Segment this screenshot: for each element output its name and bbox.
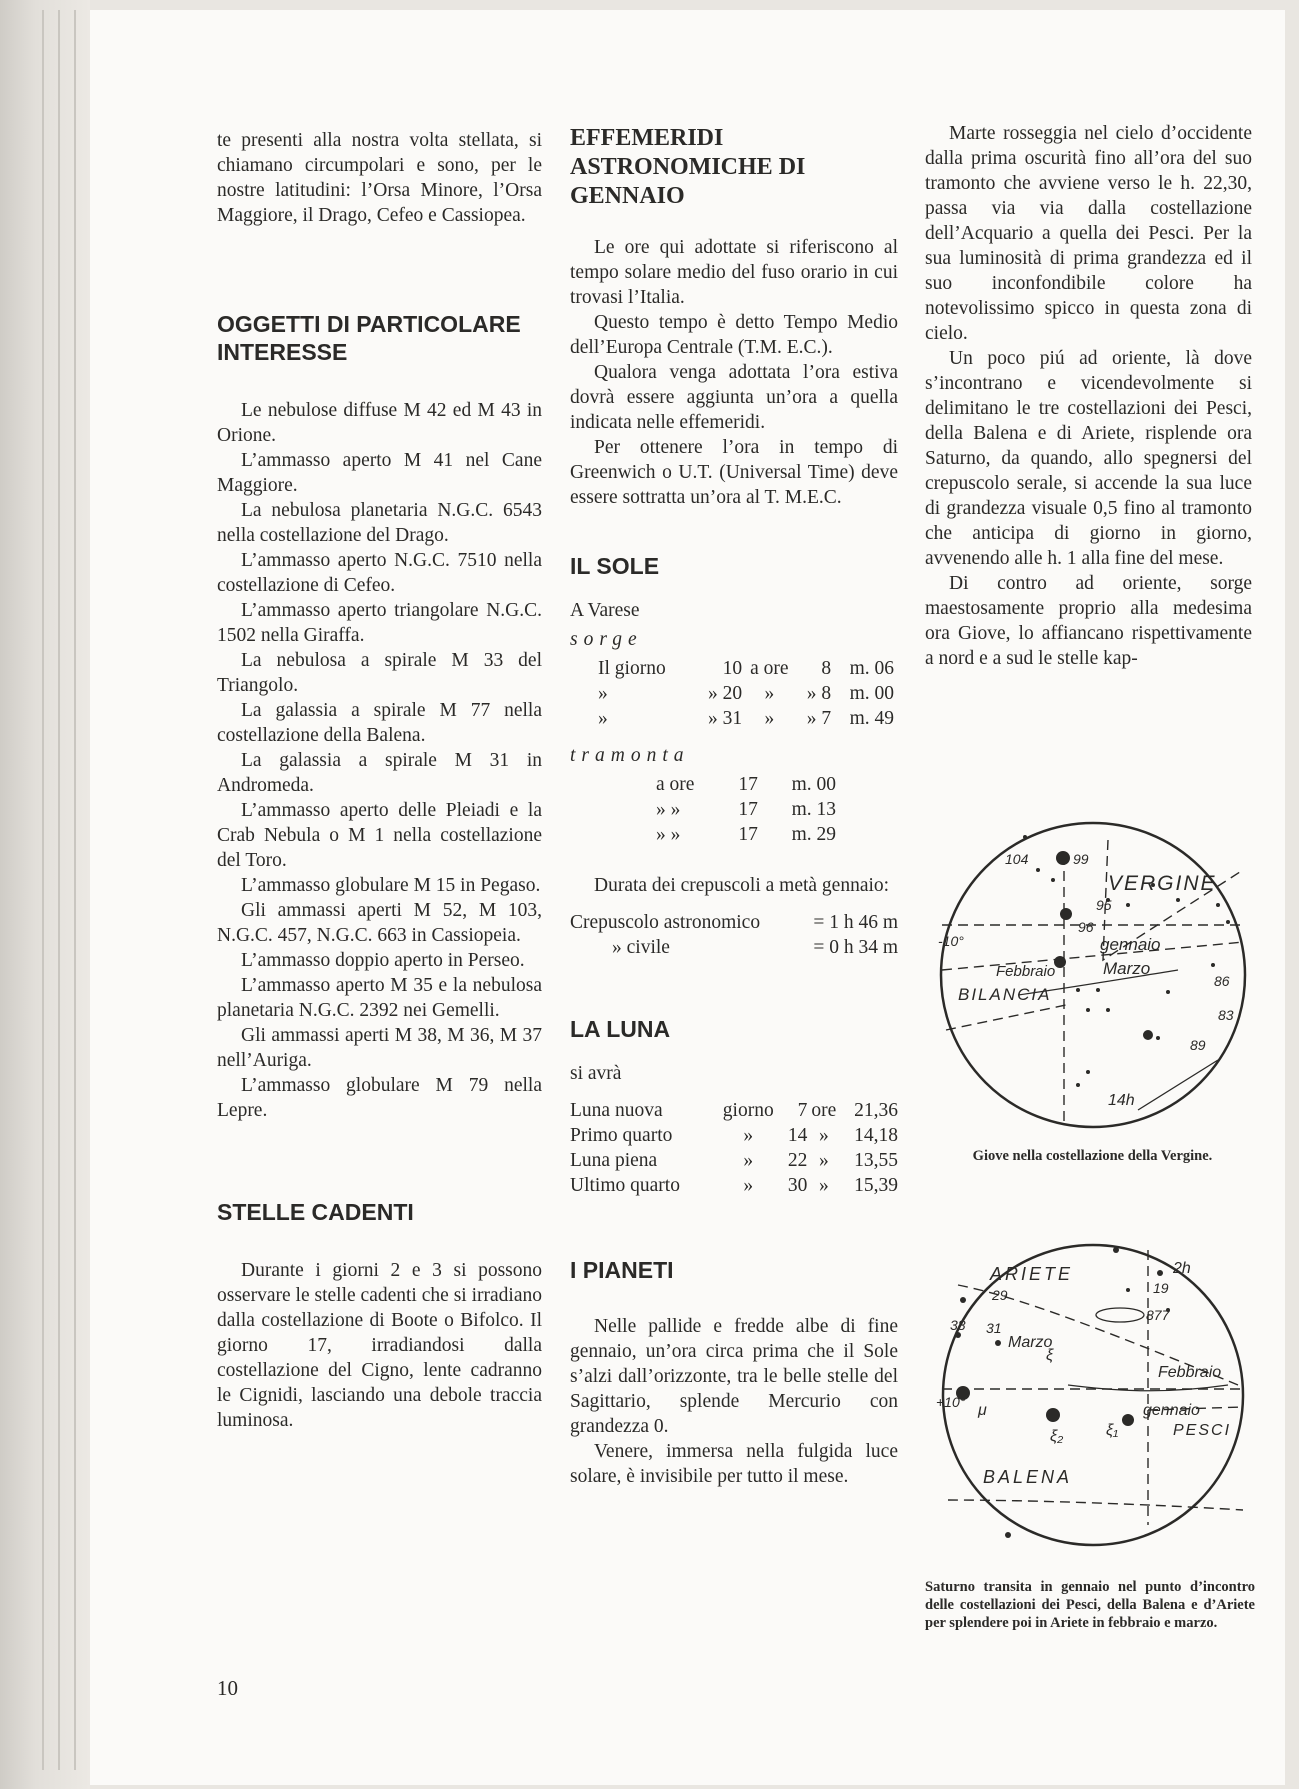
- sorge-row: [598, 656, 894, 681]
- tramonta-cell: » »: [656, 824, 681, 845]
- crepuscoli-cell: = 1 h 46 m: [813, 912, 898, 933]
- page-edge: [0, 0, 90, 1789]
- star-dot: [1176, 898, 1180, 902]
- luna-cell: 30: [787, 1175, 808, 1196]
- tramonta-cell: » »: [656, 799, 681, 820]
- label-96: 96: [1078, 919, 1094, 935]
- label-ariete: ARIETE: [990, 1264, 1074, 1284]
- luna-cell: »: [818, 1150, 829, 1171]
- figure-2-caption: Saturno transita in gennaio nel punto d’incontro delle costellazioni dei Pesci, della Balena e d’Ariete per splendere poi in Ariete in febbraio e marzo.: [925, 1579, 1255, 1631]
- star-dot: [1023, 835, 1027, 839]
- tramonta-cell: 17: [738, 824, 758, 845]
- a-varese: A Varese: [570, 600, 640, 621]
- effemeridi-paragraph: Questo tempo è detto Tempo Medio dell’Europa Centrale (T.M. E.C.).: [570, 312, 898, 358]
- luna-table: [570, 1098, 898, 1198]
- object-item: L’ammasso globulare M 15 in Pegaso.: [241, 875, 541, 896]
- crepuscoli-row: [570, 910, 898, 935]
- luna-cell: »: [818, 1175, 829, 1196]
- star-dot: [1051, 878, 1055, 882]
- luna-row: [570, 1098, 898, 1123]
- tramonta-table: [656, 772, 836, 847]
- galaxy-mark: [1096, 1308, 1144, 1322]
- effemeridi-text: [570, 235, 898, 510]
- luna-cell: 7: [797, 1100, 808, 1121]
- sorge-cell: » 8: [806, 683, 832, 704]
- object-item: L’ammasso aperto N.G.C. 7510 nella costellazione di Cefeo.: [217, 550, 542, 596]
- star-dot: [1060, 908, 1072, 920]
- figure-1-caption: Giove nella costellazione della Vergine.: [972, 1148, 1213, 1164]
- heading-luna: LA LUNA: [570, 1016, 671, 1042]
- star-dot: [1096, 988, 1100, 992]
- star-dot: [1005, 1532, 1011, 1538]
- label-xi: ξ: [1046, 1347, 1054, 1364]
- luna-cell: »: [743, 1150, 754, 1171]
- luna-cell: 14: [787, 1125, 808, 1146]
- luna-row: [570, 1148, 898, 1173]
- label-29: 29: [992, 1287, 1008, 1303]
- sorge-cell: a ore: [750, 658, 789, 679]
- sorge-label: sorge: [570, 629, 643, 650]
- label-vergine: VERGINE: [1108, 872, 1217, 895]
- star-dot: [1076, 988, 1080, 992]
- page-number: 10: [217, 1676, 238, 1700]
- sorge-cell: » 31: [708, 708, 743, 729]
- crepuscoli-table: [570, 910, 898, 960]
- label-2h: 2h: [1173, 1260, 1191, 1277]
- effemeridi-paragraph: Per ottenere l’ora in tempo di Greenwich o U.T. (Universal Time) deve essere sottratta un’ora al T. M.E.C.: [570, 437, 898, 508]
- sorge-cell: » 20: [708, 683, 743, 704]
- sorge-cell: m. 06: [849, 658, 894, 679]
- label-104: 104: [1005, 851, 1029, 867]
- intro-paragraph: te presenti alla nostra volta stellata, si chiamano circumpolari e sono, per le nostre latitudini: l’Orsa Minore, l’Orsa Maggiore, il Drago, Cefeo e Cassiopea.: [217, 130, 542, 226]
- object-item: L’ammasso aperto M 35 e la nebulosa planetaria N.G.C. 2392 nei Gemelli.: [217, 975, 542, 1021]
- effemeridi-paragraph: Le ore qui adottate si riferiscono al tempo solare medio del fuso orario in cui trovasi l’Italia.: [570, 237, 898, 308]
- label-31: 31: [986, 1320, 1002, 1336]
- label-balena: BALENA: [983, 1467, 1073, 1487]
- label-plus10: +10°: [936, 1394, 966, 1410]
- sorge-cell: m. 00: [849, 683, 894, 704]
- crepuscoli-cell: = 0 h 34 m: [813, 937, 898, 958]
- label-gennaio: gennaio: [1143, 1402, 1200, 1419]
- star-chart-vergine: [928, 810, 1258, 1140]
- star-dot: [1216, 903, 1220, 907]
- star-dot: [1126, 903, 1130, 907]
- column-2: [570, 124, 898, 1489]
- tramonta-row: [656, 822, 836, 847]
- si-avra: si avrà: [570, 1063, 622, 1084]
- label-89: 89: [1190, 1037, 1206, 1053]
- pianeti-text: [570, 1314, 898, 1489]
- label-95: 95: [1096, 897, 1112, 913]
- label-gennaio: gennaio: [1100, 935, 1161, 954]
- star-dot: [1211, 963, 1215, 967]
- luna-cell: Primo quarto: [570, 1125, 673, 1146]
- tramonta-cell: a ore: [656, 774, 695, 795]
- effemeridi-paragraph: Qualora venga adottata l’ora estiva dovrà essere aggiunta un’ora a quella indicata nelle effemeridi.: [570, 362, 898, 433]
- sorge-cell: Il giorno: [598, 658, 666, 679]
- label-83: 83: [1218, 1007, 1234, 1023]
- star-dot: [1156, 1036, 1160, 1040]
- object-item: La galassia a spirale M 77 nella costellazione della Balena.: [217, 700, 542, 746]
- luna-cell: »: [743, 1125, 754, 1146]
- label-bilancia: BILANCIA: [958, 985, 1052, 1004]
- sorge-row: [598, 706, 894, 731]
- luna-cell: 13,55: [854, 1150, 898, 1171]
- chart-line: [942, 942, 1244, 970]
- tramonta-row: [656, 772, 836, 797]
- sorge-cell: »: [598, 708, 608, 729]
- pianeti-continuation: Di contro ad oriente, sorge maestosamente proprio alla medesima ora Giove, lo affiancano rispettivamente a nord e a sud le stelle kap-: [925, 573, 1252, 669]
- star-dot: [995, 1340, 1001, 1346]
- page-edge-line: [74, 10, 76, 1770]
- luna-cell: Luna piena: [570, 1150, 658, 1171]
- star-dot: [1122, 1414, 1134, 1426]
- label-pesci: PESCI: [1173, 1422, 1232, 1439]
- object-item: La nebulosa planetaria N.G.C. 6543 nella costellazione del Drago.: [217, 500, 542, 546]
- objects-list: [217, 398, 542, 1123]
- luna-cell: Luna nuova: [570, 1100, 663, 1121]
- luna-cell: 22: [787, 1150, 808, 1171]
- object-item: Le nebulose diffuse M 42 ed M 43 in Orione.: [217, 400, 542, 446]
- sorge-table: [598, 656, 894, 731]
- crepuscoli-cell: Crepuscolo astronomico: [570, 912, 761, 933]
- tramonta-label: tramonta: [570, 745, 690, 766]
- heading-effemeridi: EFFEMERIDI ASTRONOMICHE DI GENNAIO: [570, 125, 806, 209]
- label-mu: μ: [978, 1402, 987, 1419]
- star-dot: [1086, 1008, 1090, 1012]
- label-877: 877: [1146, 1307, 1170, 1323]
- star-chart-saturno: [928, 1235, 1258, 1565]
- label-marzo: Marzo: [1008, 1334, 1053, 1351]
- luna-row: [570, 1173, 898, 1198]
- star-dot: [1157, 1270, 1163, 1276]
- object-item: La galassia a spirale M 31 in Andromeda.: [217, 750, 542, 796]
- object-item: L’ammasso aperto delle Pleiadi e la Crab Nebula o M 1 nella costellazione del Toro.: [217, 800, 542, 871]
- crepuscoli-intro: Durata dei crepuscoli a metà gennaio:: [594, 875, 890, 896]
- tramonta-cell: m. 29: [791, 824, 836, 845]
- stelle-paragraph: Durante i giorni 2 e 3 si possono osservare le stelle cadenti che si irradiano dalla costellazione di Boote o Bifolco. Il giorno 17, irradiandosi dalla costellazione del Cigno, lente cadranno le Cignidi, lasciando una debole traccia luminosa.: [217, 1260, 542, 1431]
- sorge-cell: »: [598, 683, 608, 704]
- sorge-cell: 8: [821, 658, 832, 679]
- pianeti-paragraph: Venere, immersa nella fulgida luce solare, è invisibile per tutto il mese.: [570, 1441, 898, 1487]
- object-item: Gli ammassi aperti M 52, M 103, N.G.C. 457, N.G.C. 663 in Cassiopeia.: [217, 900, 542, 946]
- sorge-cell: »: [764, 708, 775, 729]
- label-38: 38: [950, 1317, 966, 1333]
- star-dot: [960, 1297, 966, 1303]
- tramonta-cell: 17: [738, 799, 758, 820]
- luna-cell: 14,18: [854, 1125, 898, 1146]
- column-1: [217, 128, 542, 1433]
- tramonta-cell: m. 00: [791, 774, 836, 795]
- star-dot: [1046, 1408, 1060, 1422]
- crepuscoli-cell: » civile: [612, 937, 670, 958]
- luna-cell: Ultimo quarto: [570, 1175, 680, 1196]
- label-febbraio: Febbraio: [1158, 1364, 1222, 1381]
- sorge-cell: 10: [722, 658, 743, 679]
- heading-stelle-cadenti: STELLE CADENTI: [217, 1199, 414, 1225]
- label-19: 19: [1153, 1280, 1169, 1296]
- tramonta-cell: 17: [738, 774, 758, 795]
- star-dot: [1126, 1288, 1130, 1292]
- luna-cell: 15,39: [854, 1175, 898, 1196]
- star-dot: [1056, 851, 1070, 865]
- luna-row: [570, 1123, 898, 1148]
- tramonta-row: [656, 797, 836, 822]
- star-dot: [1226, 920, 1230, 924]
- star-dot: [1086, 1070, 1090, 1074]
- page-edge-line: [42, 10, 44, 1770]
- heading-sole: IL SOLE: [570, 553, 660, 579]
- label-86: 86: [1214, 973, 1230, 989]
- object-item: La nebulosa a spirale M 33 del Triangolo.: [217, 650, 542, 696]
- sorge-cell: »: [764, 683, 775, 704]
- heading-pianeti: I PIANETI: [570, 1257, 674, 1283]
- star-dot: [1166, 990, 1170, 994]
- label-xi1: ξ₁: [1106, 1422, 1119, 1439]
- luna-cell: 21,36: [854, 1100, 898, 1121]
- page-edge-line: [58, 10, 60, 1770]
- tramonta-cell: m. 13: [791, 799, 836, 820]
- star-dot: [1113, 1247, 1119, 1253]
- pianeti-continuation: Marte rosseggia nel cielo d’occidente dalla prima oscurità fino all’ora del suo tramonto che avviene verso le h. 22,30, passa via via dalla costellazione dell’Acquario a quella dei Pesci. Per la sua luminosità di prima grandezza ed il suo inconfondibile colore ha notevolissimo spicco in questa zona di cielo.: [925, 123, 1252, 344]
- luna-cell: »: [743, 1175, 754, 1196]
- object-item: L’ammasso aperto triangolare N.G.C. 1502 nella Giraffa.: [217, 600, 542, 646]
- object-item: L’ammasso doppio aperto in Perseo.: [241, 950, 525, 971]
- label-99: 99: [1073, 851, 1089, 867]
- label-marzo: Marzo: [1103, 959, 1151, 978]
- pianeti-paragraph: Nelle pallide e fredde albe di fine gennaio, un’ora circa prima che il Sole s’alzi dall’orizzonte, tra le belle stelle del Sagittario, splende Mercurio con grandezza 0.: [570, 1316, 898, 1437]
- luna-cell: giorno: [722, 1100, 774, 1121]
- star-dot: [1054, 956, 1066, 968]
- column-3: [925, 121, 1252, 671]
- sorge-cell: » 7: [806, 708, 832, 729]
- label-xi2: ξ₂: [1050, 1428, 1064, 1445]
- chart-line: [946, 1005, 1066, 1030]
- star-dot: [1076, 1083, 1080, 1087]
- luna-cell: »: [818, 1125, 829, 1146]
- sorge-cell: m. 49: [849, 708, 894, 729]
- star-dot: [1036, 868, 1040, 872]
- object-item: L’ammasso aperto M 41 nel Cane Maggiore.: [217, 450, 542, 496]
- sorge-row: [598, 681, 894, 706]
- object-item: L’ammasso globulare M 79 nella Lepre.: [217, 1075, 542, 1121]
- label-14h: 14h: [1108, 1092, 1135, 1109]
- star-dot: [1106, 1008, 1110, 1012]
- luna-cell: ore: [811, 1100, 837, 1121]
- label-febbraio: Febbraio: [996, 963, 1056, 980]
- chart-circle: [941, 823, 1245, 1127]
- pianeti-continuation: Un poco piú ad oriente, là dove s’incontrano e vicendevolmente si delimitano le tre costellazioni dei Pesci, della Balena e di Ariete, risplende ora Saturno, da quando, allo spegnersi del crepuscolo serale, si accende la sua luce di grandezza visuale 0,5 fino al tramonto che anticipa di giorno in giorno, avvenendo alle h. 1 alla fine del mese.: [925, 348, 1252, 569]
- object-item: Gli ammassi aperti M 38, M 36, M 37 nell’Auriga.: [217, 1025, 542, 1071]
- star-dot: [1143, 1030, 1153, 1040]
- heading-oggetti: OGGETTI DI PARTICOLARE INTERESSE: [217, 311, 521, 365]
- label-minus10: -10°: [938, 933, 964, 949]
- crepuscoli-row: [570, 935, 898, 960]
